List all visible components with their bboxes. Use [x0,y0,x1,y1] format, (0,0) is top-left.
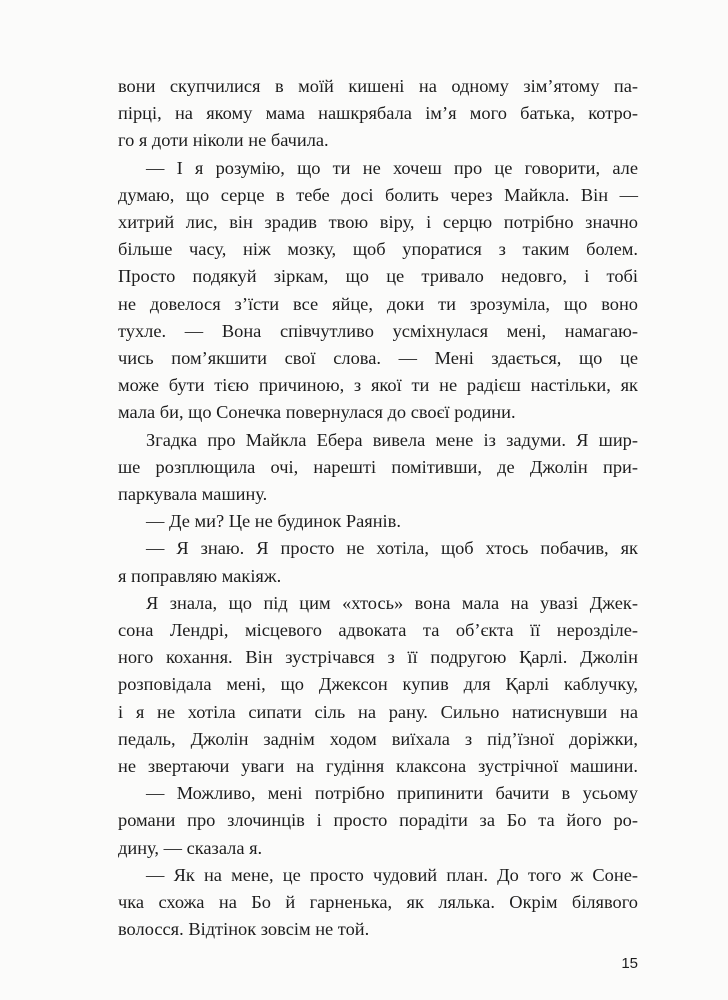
text-line: я поправляю макіяж. [118,565,282,586]
text-line: го я доти ніколи не бачила. [118,130,329,151]
text-line: паркувала машину. [118,484,268,504]
text-line: більше часу, ніж мозку, щоб упоратися з таким болем. [118,239,638,260]
text-line: романи про злочинців і просто порадіти за Бо та його ро- [118,810,638,831]
text-line: — Можливо, мені потрібно припинити бачити в усьому [146,783,638,804]
text-line: мала би, що Сонечка повернулася до своєї родини. [118,402,516,423]
text-line: розповідала мені, що Джексон купив для Қарлі каблучку, [118,674,638,695]
text-line: — Де ми? Це не будинок Раянів. [146,511,401,532]
text-line: ного кохання. Він зустрічався з її подругою Қарлі. Джолін [118,647,638,668]
text-line: — Як на мене, це просто чудовий план. До того ж Соне- [146,864,638,885]
text-line: тухле. — Вона співчутливо усміхнулася мені, намагаю- [118,320,638,341]
text-line: чись пом’якшити свої слова. — Мені здається, що це [118,348,638,368]
text-line: може бути тією причиною, з якої ти не радієш настільки, як [118,375,638,396]
text-line: хитрий лис, він зрадив твою віру, і серцю потрібно значно [118,212,638,232]
text-line: волосся. Відтінок зовсім не той. [118,919,370,940]
text-line: педаль, Джолін заднім ходом виїхала з під’їзної доріжки, [118,728,638,749]
page-number: 15 [621,955,638,972]
text-line: не довелося з’їсти все яйце, доки ти зрозуміла, що воно [118,293,638,314]
text-line: і я не хотіла сипати сіль на рану. Сильно натиснувши на [118,701,638,722]
text-line: вони скупчилися в моїй кишені на одному зім’ятому па- [118,76,638,96]
text-line: Я знала, що під цим «хтось» вона мала на увазі Джек- [146,592,638,613]
text-line: не звертаючи уваги на гудіння клаксона зустрічної машини. [118,756,638,776]
text-line: Просто подякуй зіркам, що це тривало недовго, і тобі [118,266,638,287]
text-line: — І я розумію, що ти не хочеш про це говорити, але [146,157,638,178]
text-line: ше розплющила очі, нарешті помітивши, де Джолін при- [118,456,638,477]
text-line: — Я знаю. Я просто не хотіла, щоб хтось побачив, як [146,538,638,559]
text-line: дину, — сказала я. [118,837,263,858]
text-line: думаю, що серце в тебе досі болить через Майкла. Він — [118,184,638,205]
text-line: сона Лендрі, місцевого адвоката та об’єкта її нерозділе- [118,620,638,640]
text-line: пірці, на якому мама нашкрябала ім’я мого батька, котро- [118,103,638,124]
text-line: Згадка про Майкла Ебера вивела мене із задуми. Я шир- [146,429,638,450]
text-line: чка схожа на Бо й гарненька, як лялька. Окрім білявого [118,892,638,912]
